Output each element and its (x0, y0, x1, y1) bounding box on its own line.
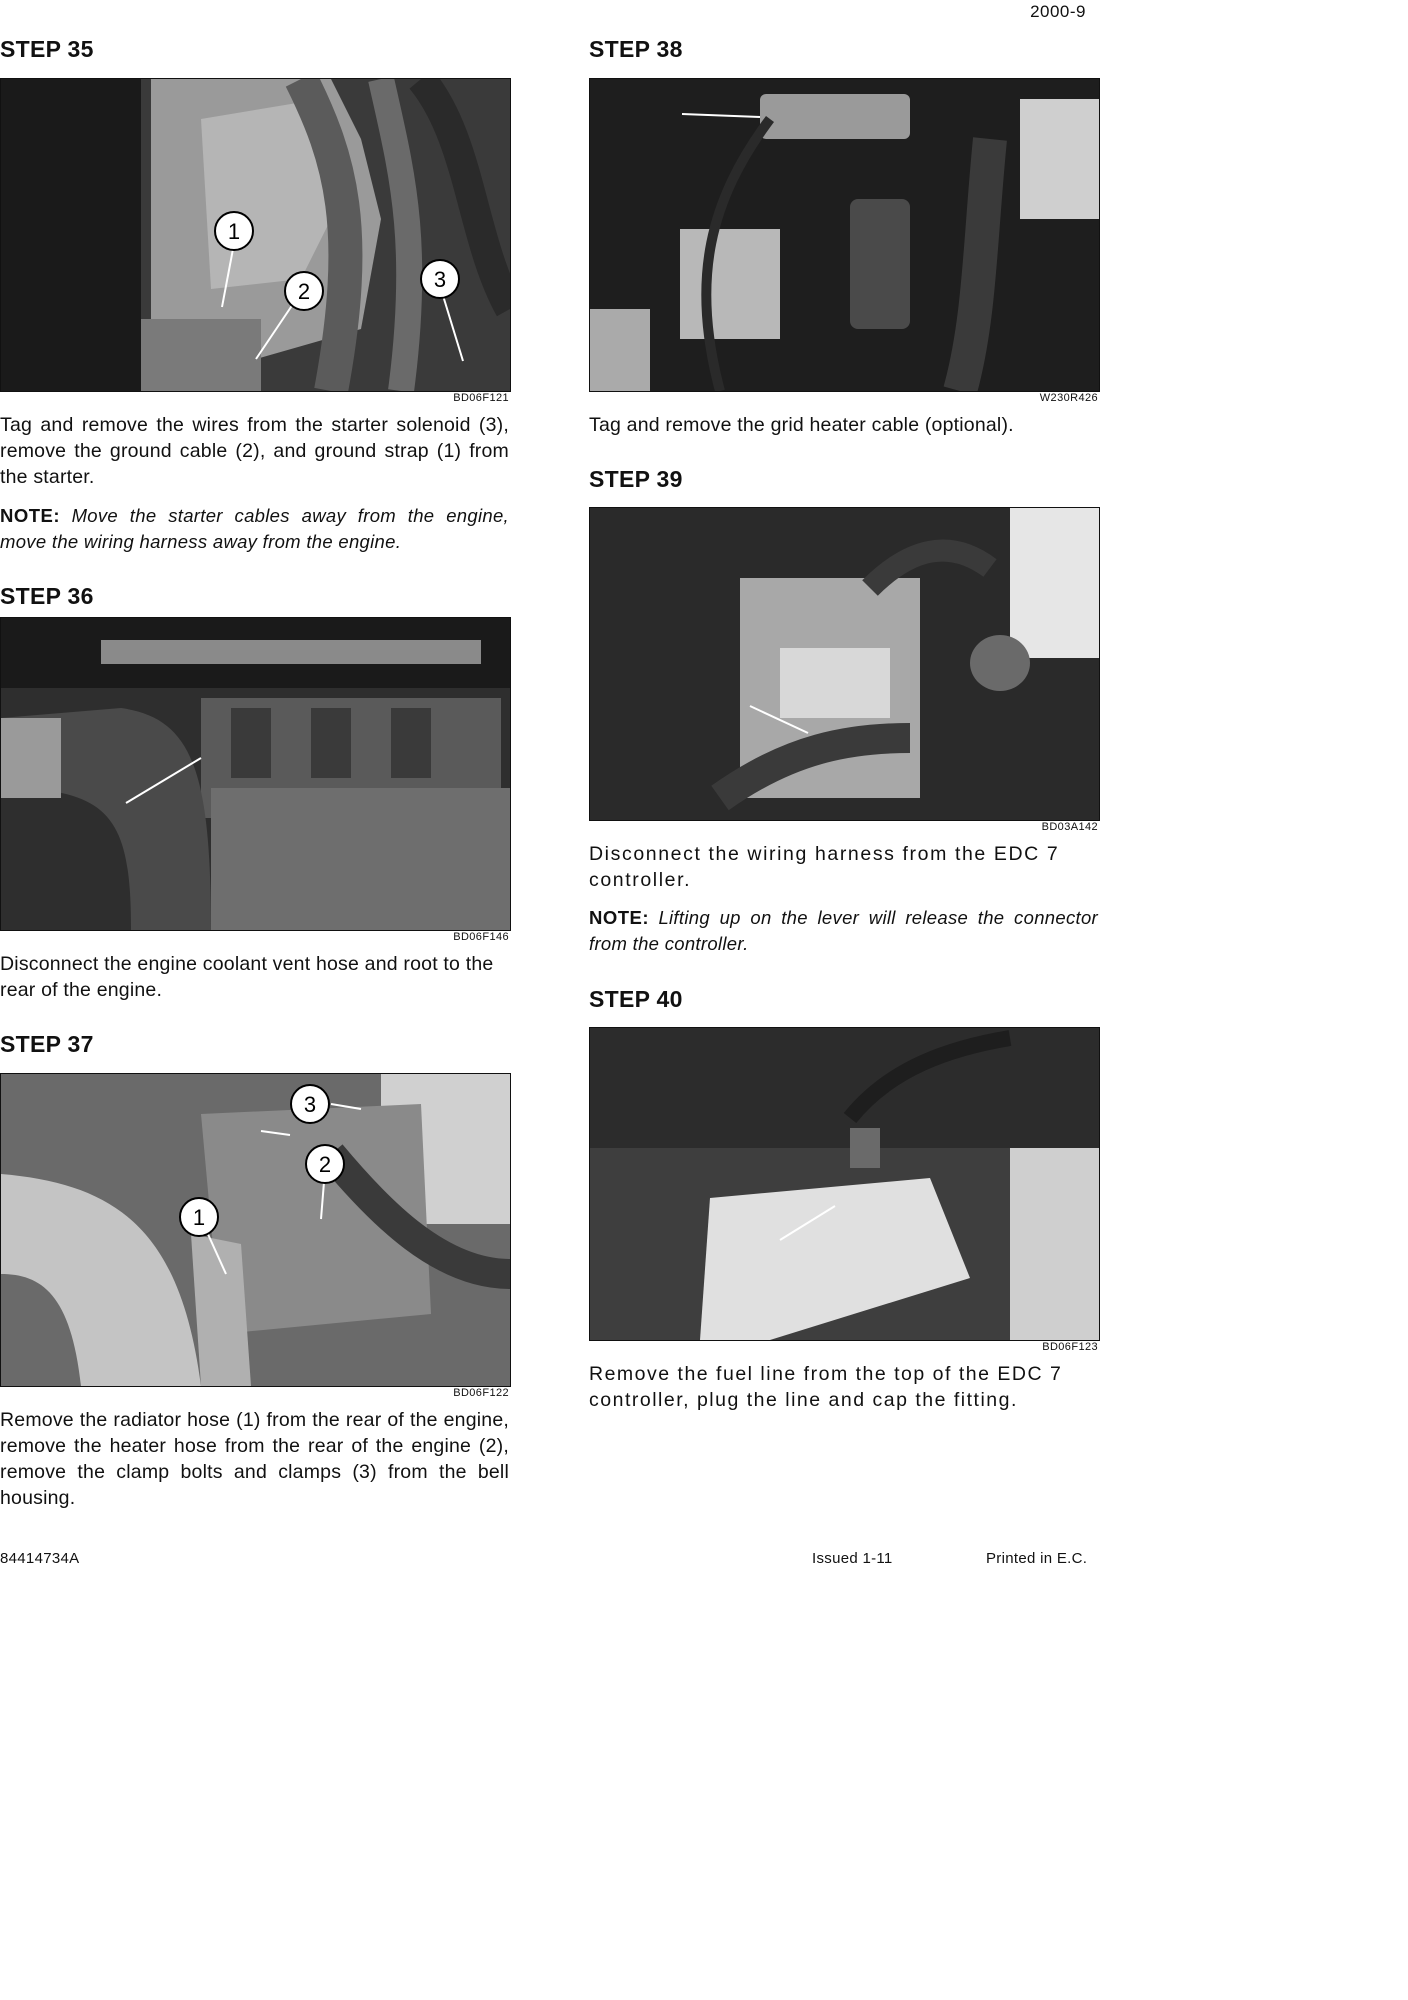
step-36-photo (0, 617, 511, 931)
callout-3: 3 (303, 1092, 317, 1117)
step-37-title: STEP 37 (0, 1031, 94, 1057)
callout-1: 1 (192, 1205, 206, 1230)
step-35-photo (0, 78, 511, 392)
step-38-photo (589, 78, 1100, 392)
step-37-text: Remove the radiator hose (1) from the rear of the engine, remove the heater hose from the rear of the engine (2), remove the clamp bolts and clamps (3) from the bell housing. (0, 1409, 509, 1509)
step-35-title: STEP 35 (0, 36, 94, 62)
print-location: Printed in E.C. (986, 1550, 1088, 1567)
callout-3: 3 (433, 267, 447, 292)
callout-2: 2 (318, 1152, 332, 1177)
step-38-figure-code: W230R426 (1039, 392, 1098, 404)
step-36-text: Disconnect the engine coolant vent hose and root to the rear of the engine. (0, 953, 494, 1001)
step-35-figure-code: BD06F121 (453, 392, 509, 404)
step-37-photo (0, 1073, 511, 1387)
step-37-figure-code: BD06F122 (453, 1387, 509, 1399)
step-39-photo (589, 507, 1100, 821)
note-text: Move the starter cables away from the engine, move the wiring harness away from the engine. (0, 505, 509, 552)
step-35-text: Tag and remove the wires from the starter solenoid (3), remove the ground cable (2), and ground strap (1) from the starter. (0, 414, 509, 488)
step-36-title: STEP 36 (0, 583, 94, 609)
page-number: 2000-9 (1030, 2, 1086, 21)
step-40-photo (589, 1027, 1100, 1341)
step-40-figure-code: BD06F123 (1042, 1341, 1098, 1353)
note-label: NOTE: (589, 907, 650, 928)
note-text: Lifting up on the lever will release the connector from the controller. (589, 907, 1099, 954)
step-38-text: Tag and remove the grid heater cable (optional). (589, 414, 1014, 436)
step-39-figure-code: BD03A142 (1041, 821, 1098, 833)
step-39-title: STEP 39 (589, 466, 683, 492)
step-39-text: Disconnect the wiring harness from the EDC 7 controller. (589, 843, 1060, 891)
step-35-note (0, 503, 509, 555)
note-label: NOTE: (0, 505, 61, 526)
part-number: 84414734A (0, 1550, 80, 1567)
step-39-note (589, 905, 1098, 957)
step-40-title: STEP 40 (589, 986, 683, 1012)
issue-date: Issued 1-11 (812, 1550, 893, 1567)
step-40-text: Remove the fuel line from the top of the EDC 7 controller, plug the line and cap the fitting. (589, 1363, 1063, 1411)
step-36-figure-code: BD06F146 (453, 931, 509, 943)
callout-1: 1 (227, 219, 241, 244)
callout-2: 2 (297, 279, 311, 304)
step-38-title: STEP 38 (589, 36, 683, 62)
